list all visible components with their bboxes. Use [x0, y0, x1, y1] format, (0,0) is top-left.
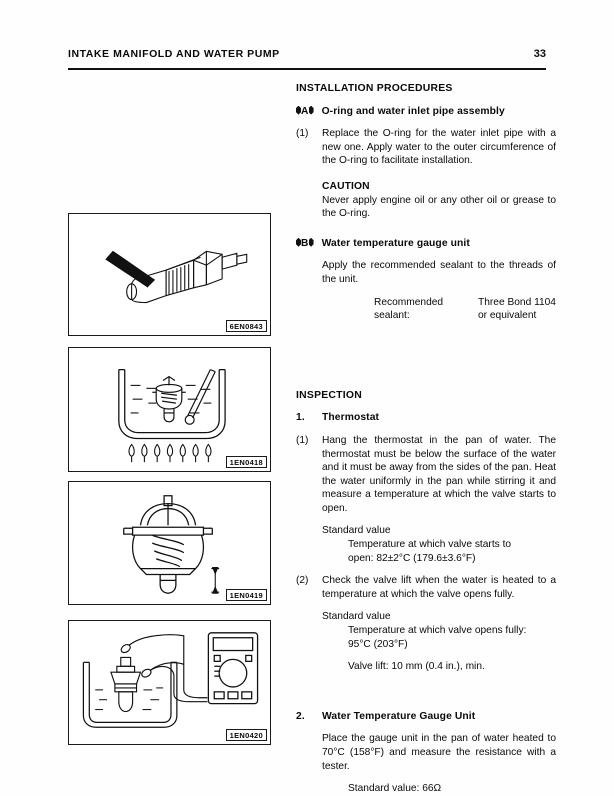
- installation-step-1: [296, 127, 556, 168]
- inspection-item-2-title: Water Temperature Gauge Unit: [322, 710, 476, 722]
- page-number: 33: [533, 48, 546, 60]
- standard-value-label: Standard value: [322, 611, 391, 623]
- installation-item-b-title: Water temperature gauge unit: [321, 237, 470, 249]
- step-number: (2): [296, 575, 309, 587]
- step-text: Hang the thermostat in the pan of water. The thermostat must be below the surface of the water and it must be away from the sides of the pan. Heat the water uniformly in the pan while stirring it and measure a temperature at which the valve starts to open.: [322, 434, 556, 514]
- marker-b-letter: B: [301, 237, 309, 249]
- inspection-item-2-text: Place the gauge unit in the pan of water heated to 70°C (158°F) and measure the resistance with a tester.: [322, 733, 556, 772]
- sealant-value-line1: Three Bond 1104: [478, 296, 556, 308]
- step-text: Check the valve lift when the water is heated to a temperature at which the valve opens fully.: [322, 575, 556, 600]
- installation-heading: INSTALLATION PROCEDURES: [296, 83, 453, 94]
- page-title: INTAKE MANIFOLD AND WATER PUMP: [68, 48, 280, 60]
- marker-a: [296, 105, 314, 119]
- figure-water-temperature-gauge-unit-threads: [68, 213, 271, 336]
- installation-item-b-text: Apply the recommended sealant to the threads of the unit.: [322, 260, 556, 285]
- sealant-value-line2: or equivalent: [478, 310, 537, 322]
- inspection-step-2: [296, 574, 556, 601]
- page-header: [68, 48, 546, 60]
- step-number: (1): [296, 434, 309, 446]
- valve-lift-value: Valve lift: 10 mm (0.4 in.), min.: [348, 661, 485, 673]
- marker-a-letter: A: [301, 105, 309, 117]
- inspection-item-1-number: 1.: [296, 412, 305, 424]
- standard-value-resistance: Standard value: 66Ω: [348, 783, 442, 795]
- step-number: (1): [296, 128, 309, 140]
- figure-thermostat-in-pan-of-water: [68, 347, 271, 472]
- step-text: Replace the O-ring for the water inlet pipe with a new one. Apply water to the outer circumference of the O-ring to facilitate installation.: [322, 128, 556, 167]
- standard-value-line: Temperature at which valve opens fully:: [348, 625, 527, 637]
- inspection-item-2-title-row: [296, 710, 556, 724]
- sealant-label: Recommended sealant:: [374, 296, 444, 322]
- header-divider: [68, 68, 546, 70]
- inspection-heading: INSPECTION: [296, 389, 363, 401]
- inspection-item-1-title: Thermostat: [322, 412, 380, 424]
- figure-code: 6EN0843: [226, 320, 267, 332]
- inspection-item-2-number: 2.: [296, 710, 305, 722]
- inspection-step-1: [296, 434, 556, 516]
- installation-item-b-title-row: [296, 237, 556, 251]
- figure-thermostat-valve-lift: [68, 481, 271, 605]
- standard-value-label: Standard value: [322, 525, 391, 537]
- installation-item-a-title: O-ring and water inlet pipe assembly: [321, 105, 505, 117]
- diamond-icon: [309, 238, 314, 247]
- recommended-sealant-row: [374, 296, 556, 323]
- inspection-item-1-title-row: [296, 411, 556, 425]
- standard-value-line: Temperature at which valve starts to: [348, 539, 512, 551]
- figure-code: 1EN0418: [226, 456, 267, 468]
- caution-heading: CAUTION: [322, 180, 370, 192]
- figure-gauge-unit-resistance-test: [68, 620, 271, 745]
- figure-code: 1EN0420: [226, 729, 267, 741]
- caution-text: Never apply engine oil or any other oil or grease to the O-ring.: [322, 194, 556, 220]
- standard-value-line: open: 82±2°C (179.6±3.6°F): [348, 552, 476, 564]
- content-column: [296, 82, 556, 796]
- figure-code: 1EN0419: [226, 589, 267, 601]
- installation-item-a-title-row: [296, 105, 556, 119]
- standard-value-line: 95°C (203°F): [348, 638, 408, 650]
- diamond-icon: [309, 106, 314, 115]
- marker-b: [296, 237, 314, 251]
